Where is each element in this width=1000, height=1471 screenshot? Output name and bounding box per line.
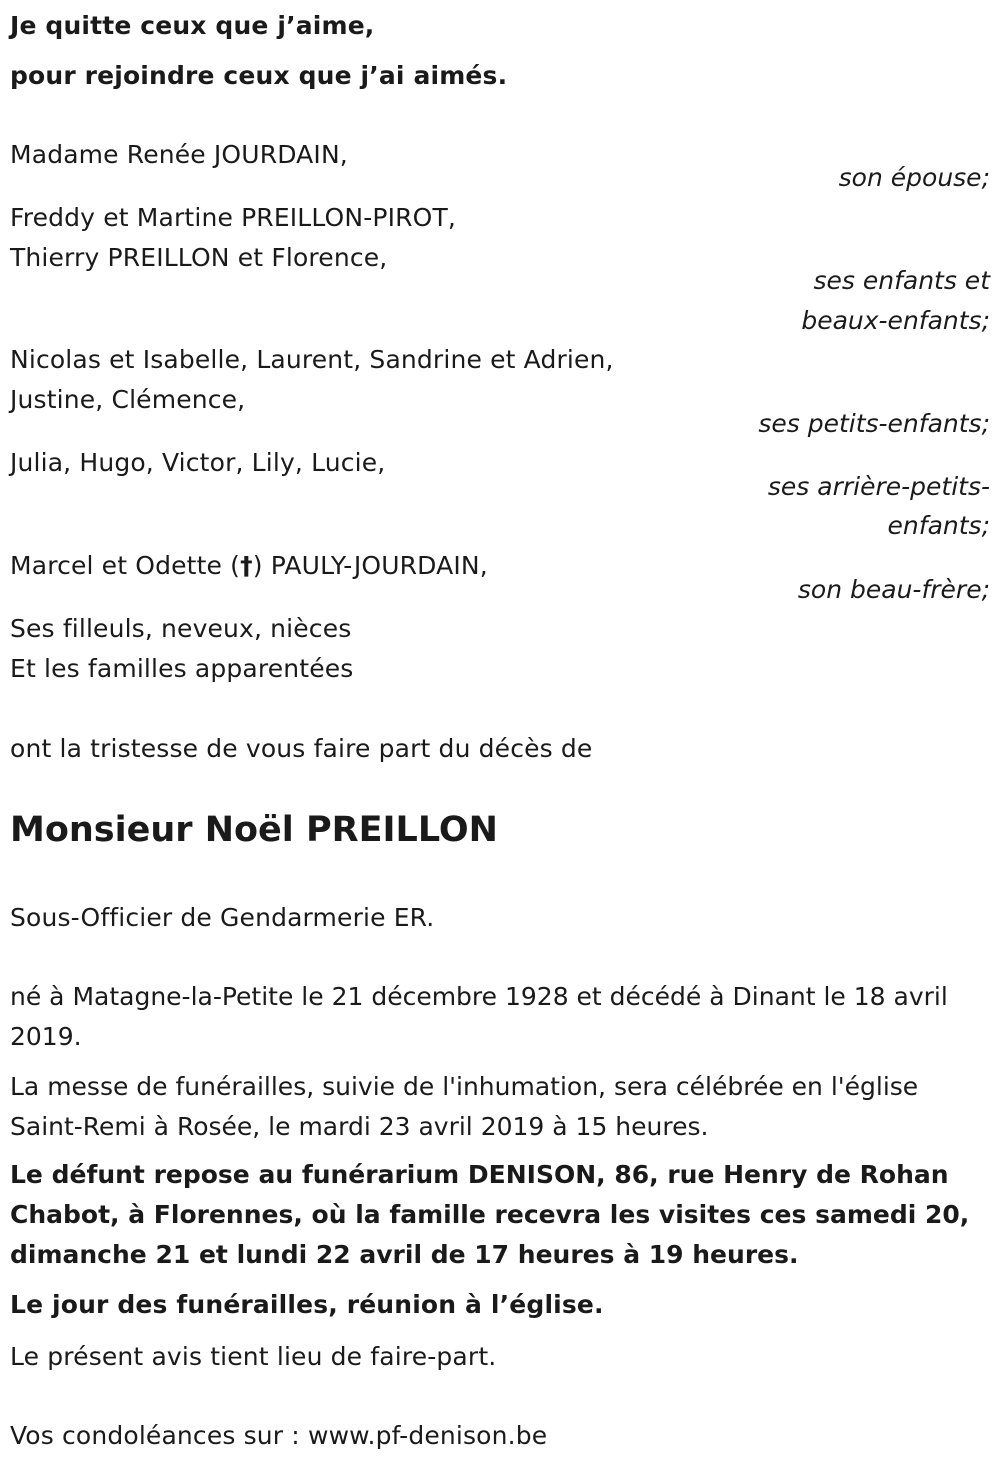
family-great-grandchildren-name: Julia, Hugo, Victor, Lily, Lucie, bbox=[10, 448, 386, 477]
family-related: Et les familles apparentées bbox=[10, 654, 354, 683]
family-brother-in-law-role: son beau-frère; bbox=[797, 575, 990, 604]
epigraph-line-1: Je quitte ceux que j’aime, bbox=[10, 11, 375, 40]
brother-in-law-name-part-1: Marcel et Odette ( bbox=[10, 551, 241, 580]
condolences-text: Vos condoléances sur : www.pf-denison.be bbox=[10, 1421, 548, 1450]
cross-icon: † bbox=[240, 551, 253, 580]
announcement-text: ont la tristesse de vous faire part du décès de bbox=[10, 734, 593, 763]
family-grandchildren-name-1: Nicolas et Isabelle, Laurent, Sandrine et Adrien, bbox=[10, 345, 614, 374]
notice-text: Le présent avis tient lieu de faire-part. bbox=[10, 1342, 497, 1371]
deceased-title: Sous-Officier de Gendarmerie ER. bbox=[10, 903, 435, 932]
family-grandchildren-role: ses petits-enfants; bbox=[758, 409, 990, 438]
family-grandchildren-name-2: Justine, Clémence, bbox=[10, 385, 246, 414]
family-great-grandchildren-role-1: ses arrière-petits- bbox=[767, 472, 990, 501]
meeting-text: Le jour des funérailles, réunion à l’église. bbox=[10, 1290, 604, 1319]
family-spouse-role: son épouse; bbox=[838, 163, 990, 192]
brother-in-law-name-part-2: ) PAULY-JOURDAIN, bbox=[252, 551, 488, 580]
family-brother-in-law-name bbox=[10, 546, 488, 586]
family-great-grandchildren-role-2: enfants; bbox=[887, 511, 990, 540]
family-children-role-2: beaux-enfants; bbox=[801, 306, 990, 335]
mass-text: La messe de funérailles, suivie de l'inhumation, sera célébrée en l'église Saint-Remi à Rosée, le mardi 23 avril 2019 à 15 heures. bbox=[10, 1072, 919, 1141]
family-children-role-1: ses enfants et bbox=[813, 266, 990, 295]
epigraph-line-2: pour rejoindre ceux que j’ai aimés. bbox=[10, 61, 508, 90]
family-children-name-2: Thierry PREILLON et Florence, bbox=[10, 243, 388, 272]
deceased-name: Monsieur Noël PREILLON bbox=[10, 810, 498, 850]
birth-death-text: né à Matagne-la-Petite le 21 décembre 1928 et décédé à Dinant le 18 avril 2019. bbox=[10, 982, 948, 1051]
family-godchildren: Ses filleuls, neveux, nièces bbox=[10, 614, 352, 643]
visitation-text: Le défunt repose au funérarium DENISON, 86, rue Henry de Rohan Chabot, à Florennes, où la famille recevra les visites ces samedi 20, dimanche 21 et lundi 22 avril de 17 heures à 19 heures. bbox=[10, 1160, 970, 1269]
family-children-name-1: Freddy et Martine PREILLON-PIROT, bbox=[10, 203, 457, 232]
family-spouse-name: Madame Renée JOURDAIN, bbox=[10, 140, 348, 169]
